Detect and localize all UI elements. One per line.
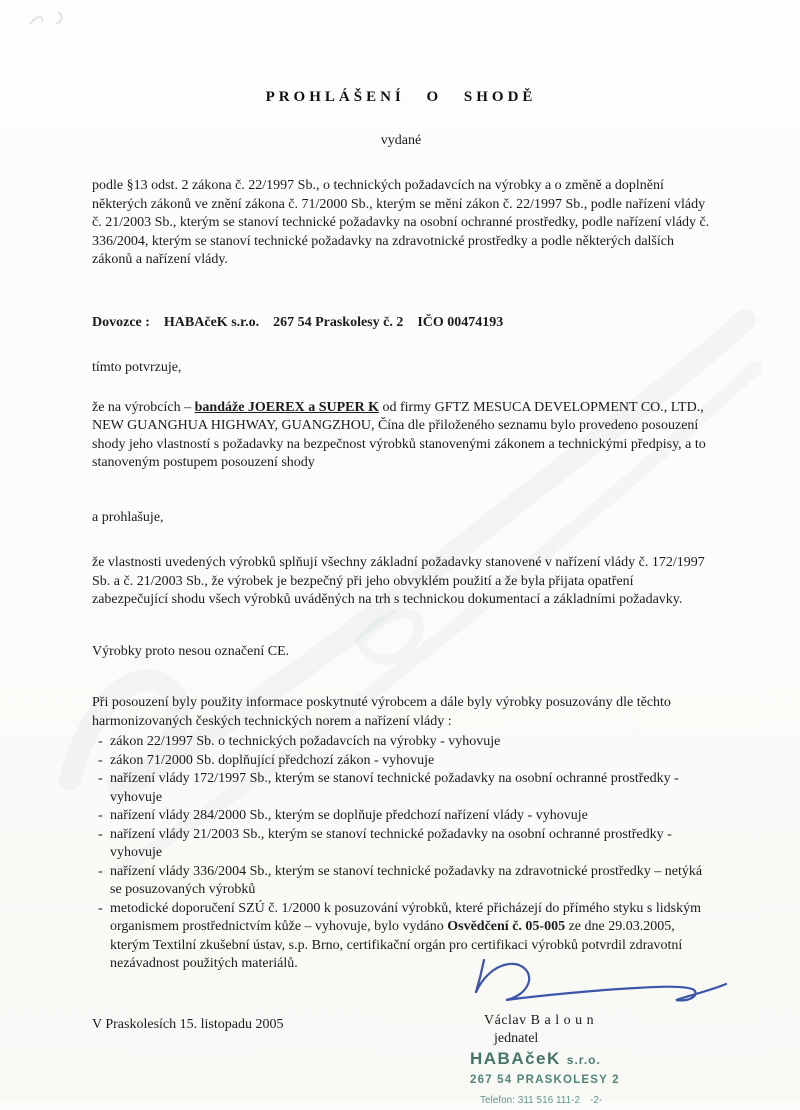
final-item-post: ze dne 29.03.2005, kterým Textilní zkušební ústav, s.p. Brno, certifikační orgán pro certifikaci výrobků potvrdil zdravotní nezávadnost použitých materiálů. [110, 919, 682, 971]
importer-label: Dovozce : [92, 315, 150, 330]
declaration-paragraph: že vlastnosti uvedených výrobků splňují všechny základní požadavky stanovené v nařízení vlády č. 172/1997 Sb. a č. 21/2003 Sb., že výrobek je bezpečný při jeho obvyklém použití a že byla přijata opatření zabezpečující shodu všech výrobků uváděných na trh s technickou dokumentací a základními požadavky. [92, 554, 710, 610]
declares-line: a prohlašuje, [92, 509, 710, 528]
importer-ico: IČO 00474193 [417, 315, 503, 330]
page-number-mark: -2- [590, 1095, 602, 1106]
list-item-text: zákon 71/2000 Sb. doplňující předchozí zákon - vyhovuje [110, 752, 710, 771]
product-highlight: bandáže JOEREX a SUPER K [195, 400, 379, 415]
list-marker: - [92, 900, 110, 974]
list-marker: - [92, 770, 110, 807]
list-item-text: nařízení vlády 172/1997 Sb., kterým se stanoví technické požadavky na osobní ochranné prostředky - vyhovuje [110, 770, 710, 807]
pencil-mark [24, 6, 84, 32]
standards-list [92, 733, 710, 974]
stamp-company-suffix: s.r.o. [567, 1053, 601, 1067]
company-stamp [470, 1050, 710, 1110]
importer-line [92, 314, 710, 333]
document-content [92, 88, 710, 1110]
list-item-text: nařízení vlády 284/2000 Sb., kterým se doplňuje předchozí nařízení vlády - vyhovuje [110, 807, 710, 826]
list-item-text: nařízení vlády 21/2003 Sb., kterým se stanoví technické požadavky na osobní ochranné prostředky - vyhovuje [110, 826, 710, 863]
stamp-phone: Telefon: 311 516 111-2 [480, 1095, 580, 1106]
list-item [92, 733, 710, 752]
certificate-number: Osvědčení č. 05-005 [447, 919, 565, 934]
list-marker: - [92, 863, 110, 900]
products-prefix: že na výrobcích – [92, 400, 195, 415]
page-title: PROHLÁŠENÍ O SHODĚ [92, 88, 710, 107]
final-item-pre: metodické doporučení SZÚ č. 1/2000 k posuzování výrobků, které přicházejí do přímého styku s lidským organismem prostřednictvím kůže – vyhovuje, bylo vydáno [110, 901, 701, 935]
footer [92, 1012, 710, 1110]
signer-role: jednatel [470, 1030, 710, 1049]
list-marker: - [92, 752, 110, 771]
place-date: V Praskolesích 15. listopadu 2005 [92, 1012, 283, 1035]
products-paragraph [92, 399, 710, 473]
intro-paragraph: podle §13 odst. 2 zákona č. 22/1997 Sb., o technických požadavcích na výrobky a o změně a doplnění některých zákonů ve znění zákona č. 71/2000 Sb., kterým se mění zákon č. 22/1997 Sb., podle nařízení vlády č. 21/2003 Sb., kterým se stanoví technické požadavky na osobní ochranné prostředky, podle nařízení vlády č. 336/2004, kterým se stanoví technické požadavky na zdravotnické prostředky a podle některých dalších zákonů a nařízení vlády. [92, 177, 710, 270]
products-suffix: od firmy GFTZ MESUCA DEVELOPMENT CO., LTD., NEW GUANGHUA HIGHWAY, GUANGZHOU, Čína dle přiloženého seznamu bylo provedeno posouzení shody jeho vlastností s požadavky na bezpečnost výrobků stanovenými zákonem a technickými předpisy, a to stanoveným postupem posouzení shody [92, 400, 706, 471]
list-item [92, 807, 710, 826]
list-item-text: zákon 22/1997 Sb. o technických požadavcích na výrobky - vyhovuje [110, 733, 710, 752]
stamp-address: 267 54 PRASKOLESY 2 [470, 1071, 710, 1090]
subtitle-vydane: vydané [92, 132, 710, 151]
importer-company: HABAčeK s.r.o. [164, 315, 259, 330]
list-marker: - [92, 826, 110, 863]
list-item [92, 752, 710, 771]
stamp-company-name: HABAčeK [470, 1049, 561, 1068]
list-marker: - [92, 733, 110, 752]
signer-name: Václav B a l o u n [470, 1012, 710, 1031]
list-item [92, 826, 710, 863]
signature-ink [476, 960, 726, 1000]
list-item [92, 863, 710, 900]
list-item [92, 770, 710, 807]
signature-scribble [426, 950, 736, 1022]
stamp-phone-line [470, 1092, 710, 1110]
ce-statement: Výrobky proto nesou označení CE. [92, 643, 710, 662]
assessment-intro: Při posouzení byly použity informace poskytnuté výrobcem a dále byly výrobky posuzovány dle těchto harmonizovaných českých technických norem a nařízení vlády : [92, 694, 710, 731]
signature-block [470, 1012, 710, 1110]
confirmation-line: tímto potvrzuje, [92, 359, 710, 378]
list-item-text: nařízení vlády 336/2004 Sb., kterým se stanoví technické požadavky na zdravotnické prostředky – netýká se posuzovaných výrobků [110, 863, 710, 900]
importer-address: 267 54 Praskolesy č. 2 [273, 315, 403, 330]
stamp-company-line [470, 1050, 710, 1070]
list-marker: - [92, 807, 110, 826]
